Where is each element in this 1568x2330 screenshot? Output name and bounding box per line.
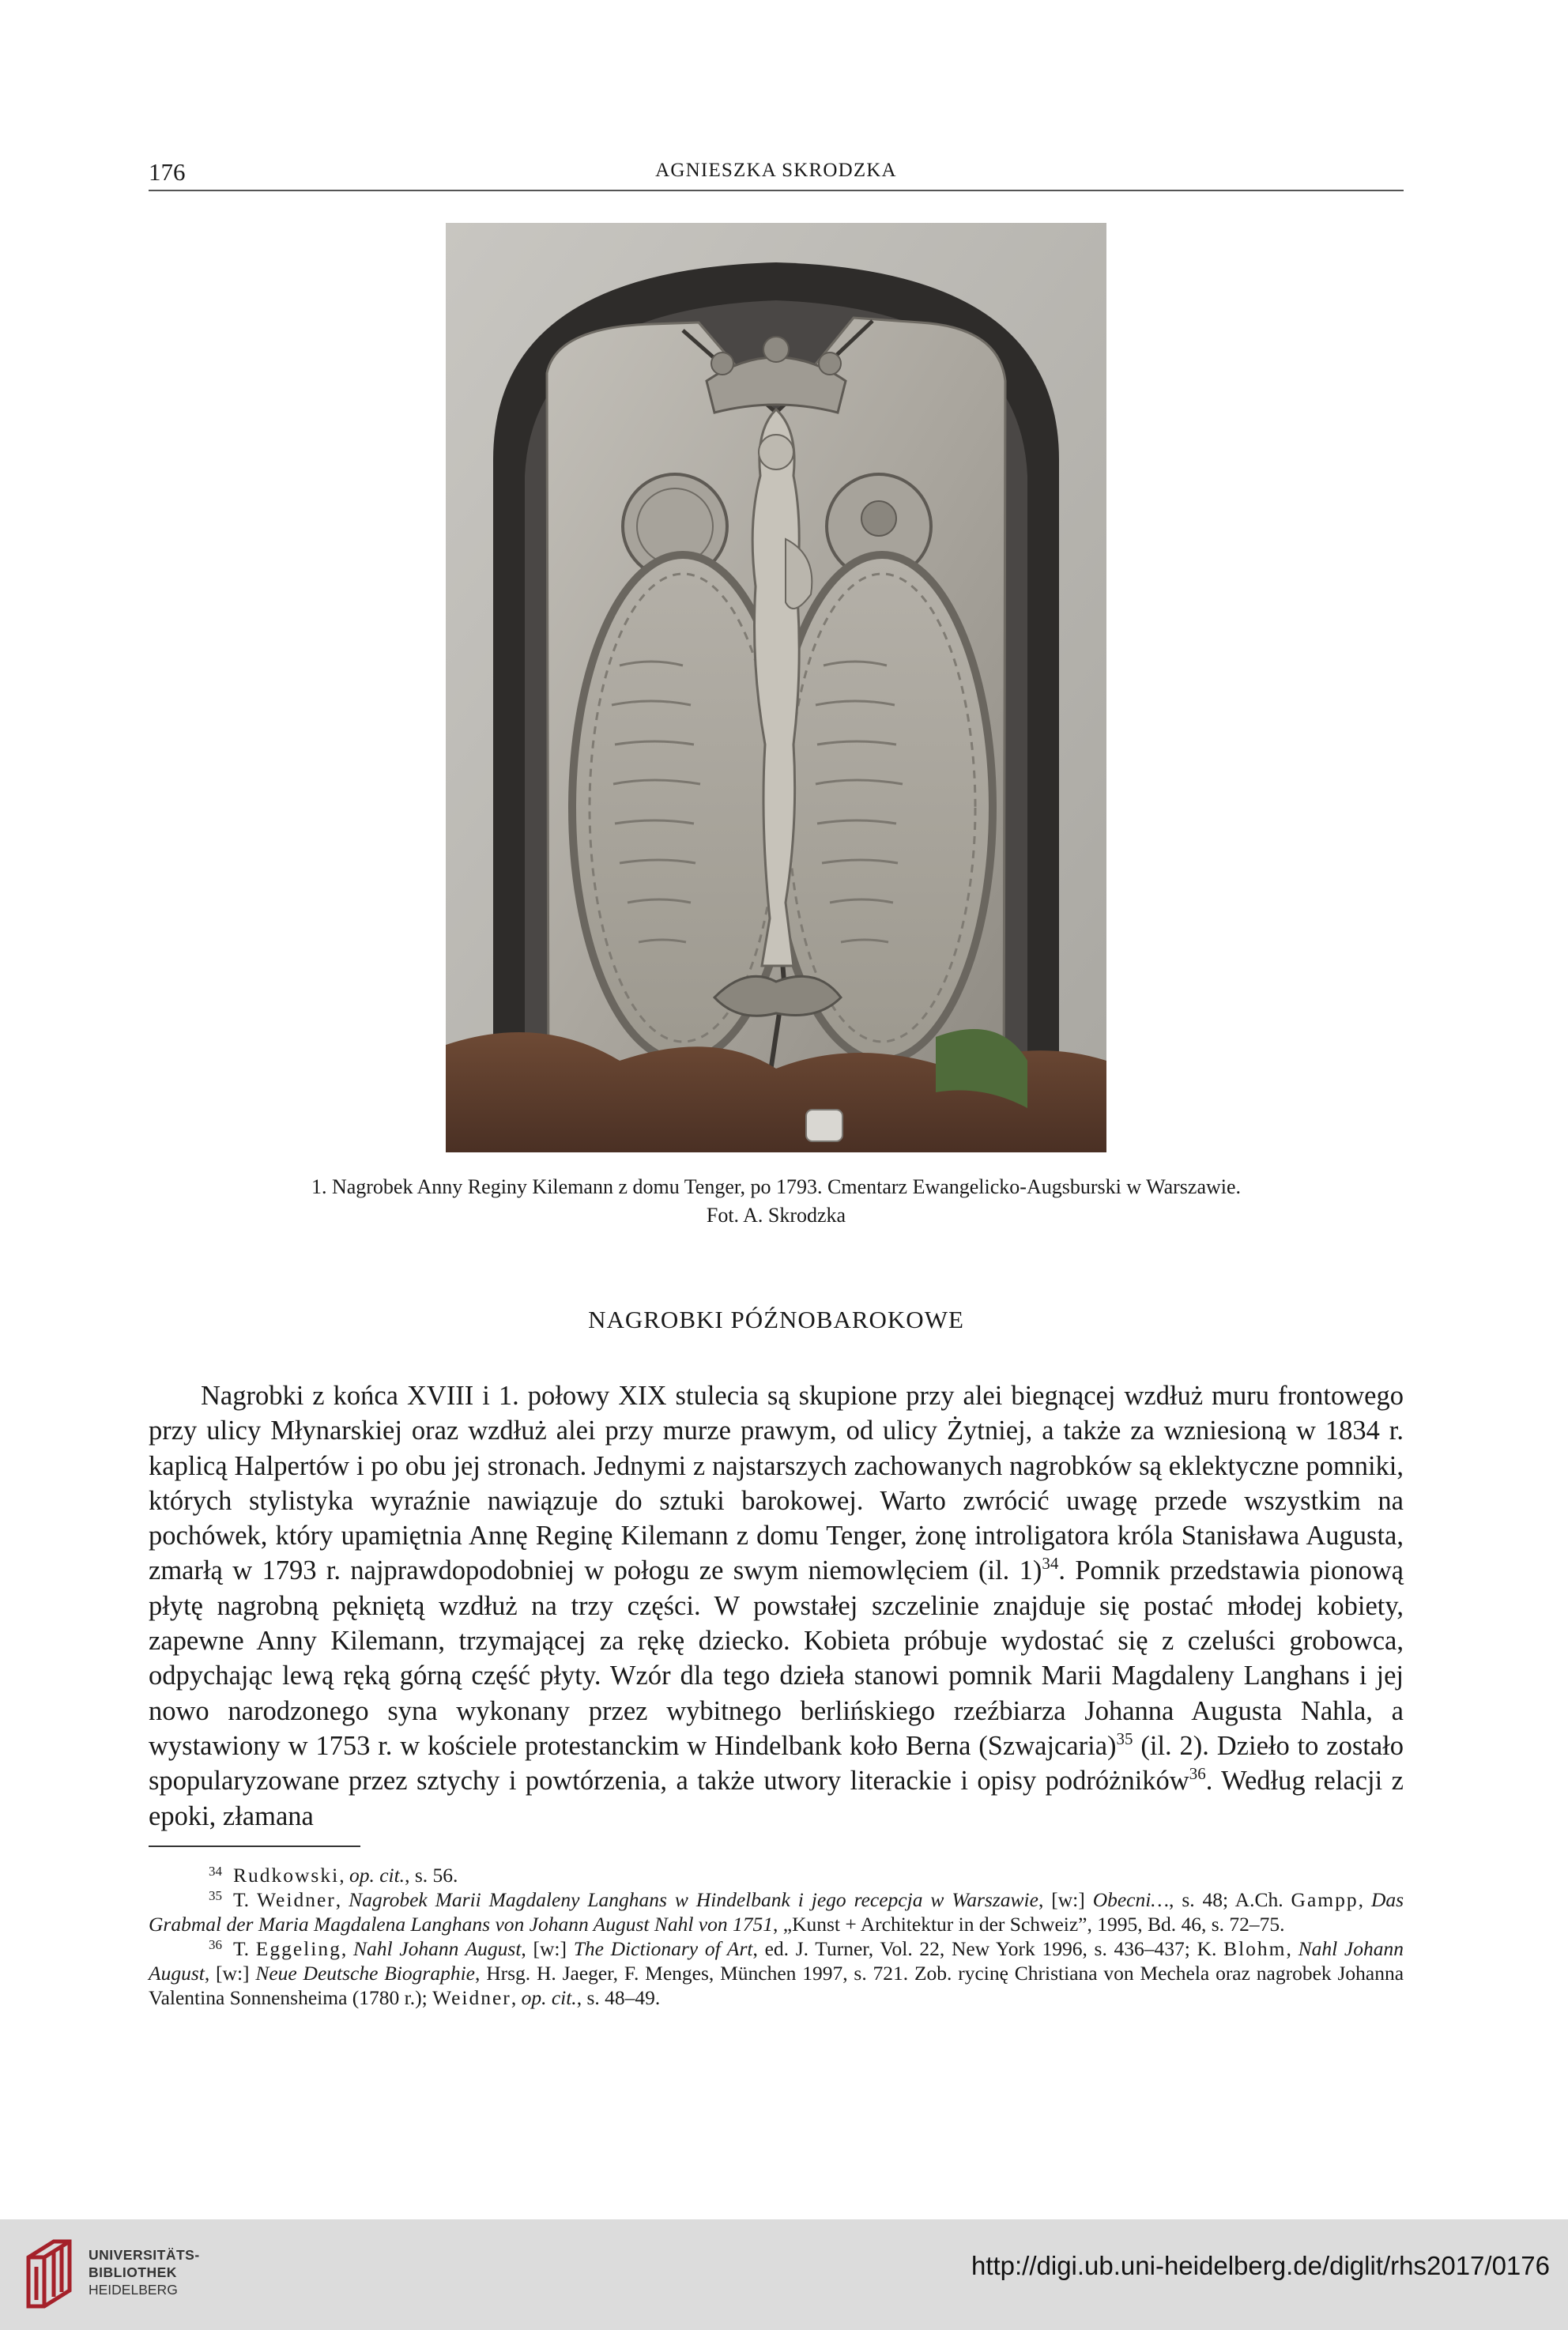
footnote-op-cit: op. cit. bbox=[521, 1986, 577, 2009]
footnote-text: , [w:] bbox=[204, 1962, 256, 1985]
library-logo-icon bbox=[22, 2235, 74, 2313]
footnote-author: Weidner bbox=[432, 1986, 511, 2009]
footnote-author: Gampp bbox=[1291, 1888, 1359, 1911]
library-logo-text bbox=[89, 2246, 294, 2298]
footnote-text: , [w:] bbox=[1038, 1888, 1093, 1911]
footnote-36 bbox=[149, 1936, 1404, 2010]
footnote-text: , bbox=[341, 1937, 353, 1960]
footnote-author: Rudkowski bbox=[233, 1864, 340, 1887]
tombstone-photo bbox=[446, 223, 1106, 1152]
footnote-title: The Dictionary of Art bbox=[573, 1937, 753, 1960]
body-text bbox=[149, 1378, 1404, 1834]
page-number: 176 bbox=[149, 158, 186, 186]
footnote-text: , s. 56. bbox=[405, 1864, 458, 1887]
body-text-part-4: . Według relacji z epoki, złamana bbox=[149, 1766, 1404, 1831]
footnote-number: 35 bbox=[209, 1888, 222, 1903]
footnote-35 bbox=[149, 1887, 1404, 1936]
footnote-34 bbox=[149, 1863, 1404, 1887]
body-paragraph bbox=[149, 1378, 1404, 1834]
footnote-author: Blohm bbox=[1223, 1937, 1287, 1960]
footnote-text: T. bbox=[233, 1937, 256, 1960]
body-text-part-1: Nagrobki z końca XVIII i 1. połowy XIX stulecia są skupione przy alei biegnącej wzdłuż muru frontowego przy ulicy Młynarskiej oraz wzdłuż alei przy murze prawym, od ulicy Żytniej, a także za wzniesioną w 1834 r. kaplicą Halpertów i po obu jej stronach. Jednymi z najstarszych zachowanych nagrobków są eklektyczne pomniki, których stylistyka wyraźnie nawiązuje do sztuki barokowej. Warto zwrócić uwagę przede wszystkim na pochówek, który upamiętnia Annę Reginę Kilemann z domu Tenger, żonę introligatora króla Stanisława Augusta, zmarłą w 1793 r. najprawdopodobniej w połogu ze swym niemowlęciem (il. 1) bbox=[149, 1381, 1404, 1586]
footnote-title: Das Grabmal der Maria Magdalena Langhans von Johann August Nahl von 1751 bbox=[149, 1888, 1404, 1936]
footnote-ref-34: 34 bbox=[1042, 1554, 1059, 1574]
footnote-rule bbox=[149, 1846, 360, 1847]
footnote-text: , ed. J. Turner, Vol. 22, New York 1996, s. 436–437; K. bbox=[752, 1937, 1224, 1960]
logo-line-3: HEIDELBERG bbox=[89, 2282, 178, 2298]
footnote-title: Nahl Johann August bbox=[149, 1937, 1404, 1985]
footnote-text: , s. 48; A.Ch. bbox=[1169, 1888, 1291, 1911]
running-head: AGNIESZKA SKRODZKA bbox=[655, 160, 897, 181]
footnote-author: Weidner bbox=[257, 1888, 336, 1911]
footnote-text: , bbox=[511, 1986, 522, 2009]
footnote-text: , bbox=[1286, 1937, 1298, 1960]
footnote-number: 34 bbox=[209, 1864, 222, 1879]
section-title: NAGROBKI PÓŹNOBAROKOWE bbox=[588, 1306, 964, 1333]
footnote-title: Neue Deutsche Biographie bbox=[255, 1962, 475, 1985]
footnote-text: , s. 48–49. bbox=[576, 1986, 661, 2009]
footnote-ref-35: 35 bbox=[1116, 1729, 1133, 1748]
logo-line-1: UNIVERSITÄTS- bbox=[89, 2247, 200, 2263]
footnote-number: 36 bbox=[209, 1937, 222, 1952]
body-text-part-2: . Pomnik przedstawia pionową płytę nagrobną pękniętą wzdłuż na trzy części. W powstałej szczelinie znajduje się postać młodej kobiety, zapewne Anny Kilemann, trzymającej za rękę dziecko. Kobieta próbuje wydostać się z czeluści grobowca, odpychając lewą ręką górną część płyty. Wzór dla tego dzieła stanowi pomnik Marii Magdaleny Langhans i jej nowo narodzonego syna wykonany przez wybitnego berlińskiego rzeźbiarza Johanna Augusta Nahla, a wystawiony w 1753 r. w kościele protestanckim w Hindelbank koło Berna (Szwajcaria) bbox=[149, 1555, 1404, 1761]
page-header bbox=[149, 155, 1404, 191]
footnote-op-cit: op. cit. bbox=[349, 1864, 405, 1887]
body-text-part-3: (il. 2). Dzieło to zostało spopularyzowane przez sztychy i powtórzenia, a także utwory literackie i opisy podróżników bbox=[149, 1730, 1404, 1797]
footnote-author: Eggeling bbox=[255, 1937, 341, 1960]
footnote-text: T. bbox=[233, 1888, 258, 1911]
footnote-ref-36: 36 bbox=[1189, 1764, 1206, 1784]
footnotes bbox=[149, 1863, 1404, 2010]
figure-caption: 1. Nagrobek Anny Reginy Kilemann z domu Tenger, po 1793. Cmentarz Ewangelicko-Augsburski w Warszawie. bbox=[311, 1175, 1242, 1198]
footnote-text: , bbox=[339, 1864, 349, 1887]
footer-bar bbox=[0, 2219, 1568, 2330]
footnote-title: Obecni… bbox=[1092, 1888, 1169, 1911]
footnote-title: Nahl Johann August bbox=[352, 1937, 522, 1960]
footnote-text: , „Kunst + Architektur in der Schweiz”, 1995, Bd. 46, s. 72–75. bbox=[773, 1913, 1285, 1936]
footnote-text: , bbox=[335, 1888, 349, 1911]
footnote-text: , [w:] bbox=[521, 1937, 574, 1960]
footnote-title: Nagrobek Marii Magdaleny Langhans w Hindelbank i jego recepcja w Warszawie bbox=[349, 1888, 1038, 1911]
photo-credit: Fot. A. Skrodzka bbox=[706, 1204, 846, 1227]
footnote-text: , Hrsg. H. Jaeger, F. Menges, München 1997, s. 721. Zob. rycinę Christiana von Mechela oraz nagrobek Johanna Valentina Sonnensheima (1780 r.); bbox=[149, 1962, 1404, 2009]
logo-line-2: BIBLIOTHEK bbox=[89, 2264, 177, 2280]
source-url-link[interactable]: http://digi.ub.uni-heidelberg.de/diglit/rhs2017/0176 bbox=[971, 2251, 1550, 2280]
footnote-text: , bbox=[1358, 1888, 1371, 1911]
